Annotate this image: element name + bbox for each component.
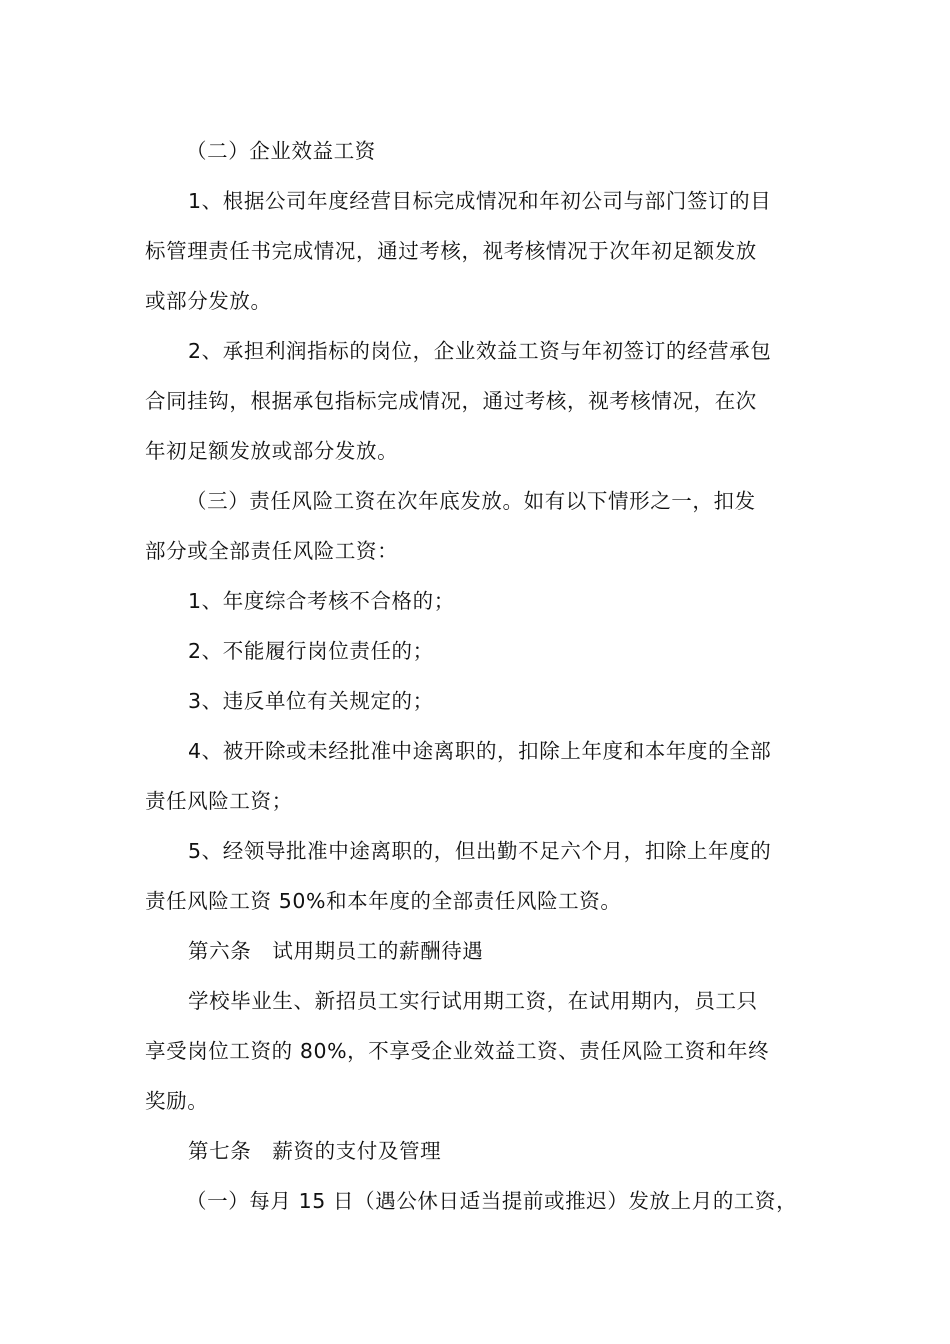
paragraph-line: 责任风险工资 50%和本年度的全部责任风险工资。 <box>145 889 622 913</box>
paragraph-line: 合同挂钩，根据承包指标完成情况，通过考核，视考核情况，在次 <box>145 389 757 413</box>
paragraph-line: （三）责任风险工资在次年底发放。如有以下情形之一，扣发 <box>186 489 756 513</box>
paragraph-line: 学校毕业生、新招员工实行试用期工资，在试用期内，员工只 <box>188 989 758 1013</box>
list-item: 2、不能履行岗位责任的； <box>188 639 434 663</box>
article-heading: 第六条 试用期员工的薪酬待遇 <box>188 939 484 963</box>
section-heading: （二）企业效益工资 <box>186 139 376 163</box>
article-heading: 第七条 薪资的支付及管理 <box>188 1139 442 1163</box>
list-item: 3、违反单位有关规定的； <box>188 689 434 713</box>
paragraph-line: 年初足额发放或部分发放。 <box>145 439 399 463</box>
list-item: 5、经领导批准中途离职的，但出勤不足六个月，扣除上年度的 <box>188 839 772 863</box>
paragraph-line: 或部分发放。 <box>145 289 272 313</box>
paragraph-line: 享受岗位工资的 80%，不享受企业效益工资、责任风险工资和年终 <box>145 1039 770 1063</box>
list-item: 4、被开除或未经批准中途离职的，扣除上年度和本年度的全部 <box>188 739 772 763</box>
paragraph-line: 部分或全部责任风险工资： <box>145 539 399 563</box>
paragraph-line: 2、承担利润指标的岗位，企业效益工资与年初签订的经营承包 <box>188 339 772 363</box>
paragraph-line: 1、根据公司年度经营目标完成情况和年初公司与部门签订的目 <box>188 189 772 213</box>
list-item: 1、年度综合考核不合格的； <box>188 589 455 613</box>
paragraph-line: 责任风险工资； <box>145 789 293 813</box>
paragraph-line: 标管理责任书完成情况，通过考核，视考核情况于次年初足额发放 <box>145 239 757 263</box>
paragraph-line: （一）每月 15 日（遇公休日适当提前或推迟）发放上月的工资， <box>186 1189 798 1213</box>
paragraph-line: 奖励。 <box>145 1089 209 1113</box>
